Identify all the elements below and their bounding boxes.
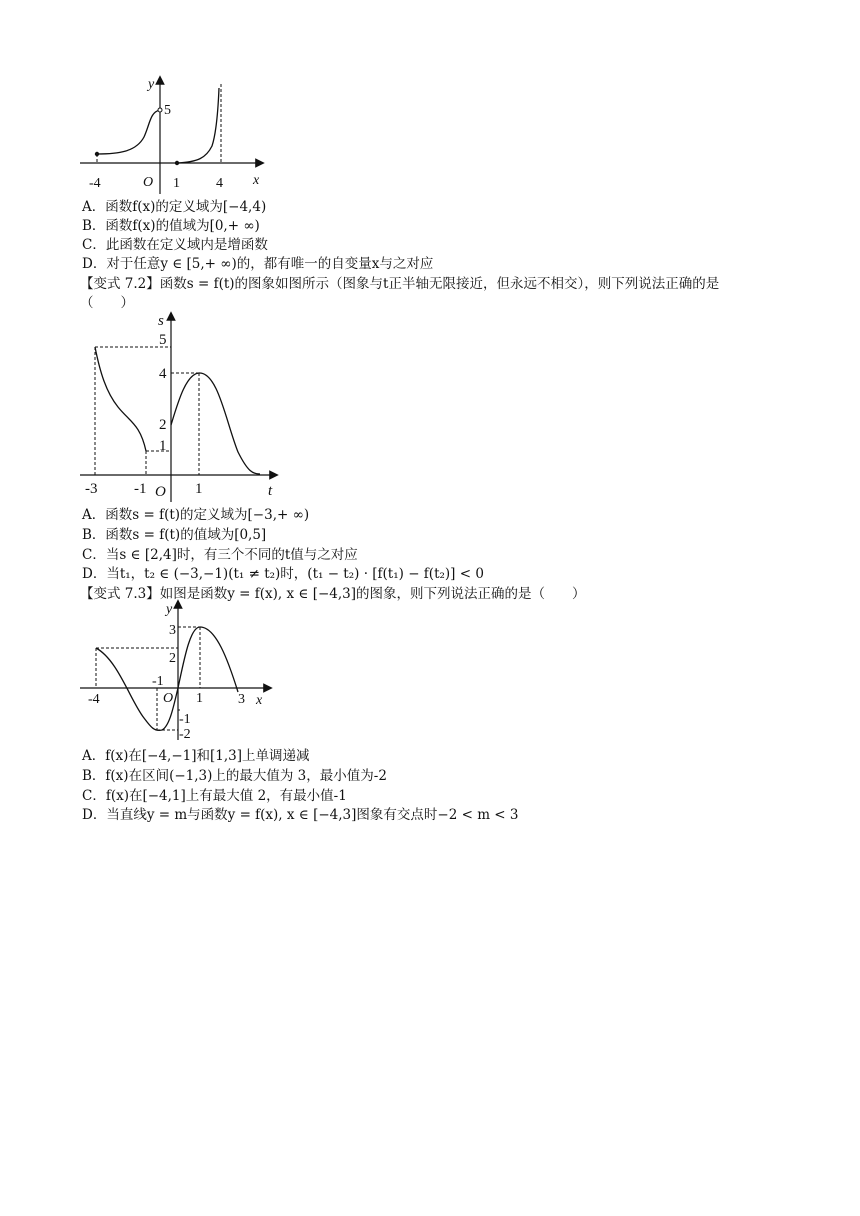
y-tick-label: -1 [179, 712, 191, 727]
y-tick-label: 5 [159, 332, 167, 348]
graph-1 [78, 72, 278, 200]
x-tick-label: 1 [195, 481, 203, 497]
y-tick-label: 2 [159, 417, 167, 433]
option-d: D．对于任意y ∈ [5,+ ∞)的，都有唯一的自变量x与之对应 [82, 256, 434, 272]
option-b: B．f(x)在区间(−1,3)上的最大值为 3，最小值为-2 [82, 768, 387, 784]
curve-left [95, 347, 146, 451]
y-tick-label: 5 [164, 103, 171, 118]
option-c: C．此函数在定义域内是增函数 [82, 237, 268, 253]
x-tick-label: 1 [196, 691, 203, 706]
question-stem-cont: （ ） [80, 295, 134, 311]
y-axis-label: y [166, 602, 173, 617]
x-tick-label: 3 [238, 692, 245, 707]
y-tick-label: 3 [169, 623, 176, 638]
y-tick-label: 2 [169, 651, 176, 666]
origin-label: O [163, 691, 174, 706]
x-axis-label: x [253, 173, 260, 188]
option-c: C．当s ∈ [2,4]时，有三个不同的t值与之对应 [82, 547, 358, 563]
x-tick-label: -4 [88, 692, 100, 707]
x-tick-label: -1 [134, 481, 147, 497]
question-stem: 【变式 7.2】函数s = f(t)的图象如图所示（图象与t正半轴无限接近，但永远不相交），则下列说法正确的是 [80, 276, 720, 292]
y-axis-label: s [158, 313, 164, 329]
closed-point-right [175, 161, 179, 165]
curve-right [177, 88, 219, 163]
origin-label: O [143, 175, 154, 190]
y-axis-label: y [148, 77, 155, 92]
x-tick-label: -4 [89, 176, 101, 191]
graph-2 [78, 312, 288, 507]
option-a: A．函数s = f(t)的定义域为[−3,+ ∞) [82, 507, 310, 523]
option-a: A．函数f(x)的定义域为[−4,4) [82, 199, 267, 215]
x-tick-label: 4 [216, 176, 223, 191]
option-d: D．当t₁，t₂ ∈ (−3,−1)(t₁ ≠ t₂)时，(t₁ − t₂) · [f(t₁) − f(t₂)] < 0 [82, 566, 484, 582]
open-point [158, 108, 162, 112]
y-tick-label: -2 [179, 727, 191, 742]
x-tick-label: -3 [85, 481, 98, 497]
option-a: A．f(x)在[−4,−1]和[1,3]上单调递减 [82, 748, 310, 764]
question-stem: 【变式 7.3】如图是函数y = f(x), x ∈ [−4,3]的图象，则下列说法正确的是（ ） [80, 586, 586, 602]
y-tick-label: 4 [159, 366, 167, 382]
x-axis-label: x [256, 693, 263, 708]
option-b: B．函数s = f(t)的值域为[0,5] [82, 527, 267, 543]
origin-label: O [155, 484, 166, 500]
function-curve [96, 627, 238, 730]
curve-right [171, 373, 260, 474]
y-tick-label: 1 [159, 438, 167, 454]
option-b: B．函数f(x)的值域为[0,+ ∞) [82, 218, 260, 234]
curve-left [97, 110, 160, 154]
option-d: D．当直线y = m与函数y = f(x), x ∈ [−4,3]图象有交点时−2 < m < 3 [82, 807, 519, 823]
x-tick-label: 1 [173, 176, 180, 191]
x-tick-label: -1 [152, 674, 164, 689]
graph-3 [78, 600, 278, 745]
x-axis-label: t [268, 483, 273, 499]
option-c: C．f(x)在[−4,1]上有最大值 2，有最小值-1 [82, 788, 347, 804]
